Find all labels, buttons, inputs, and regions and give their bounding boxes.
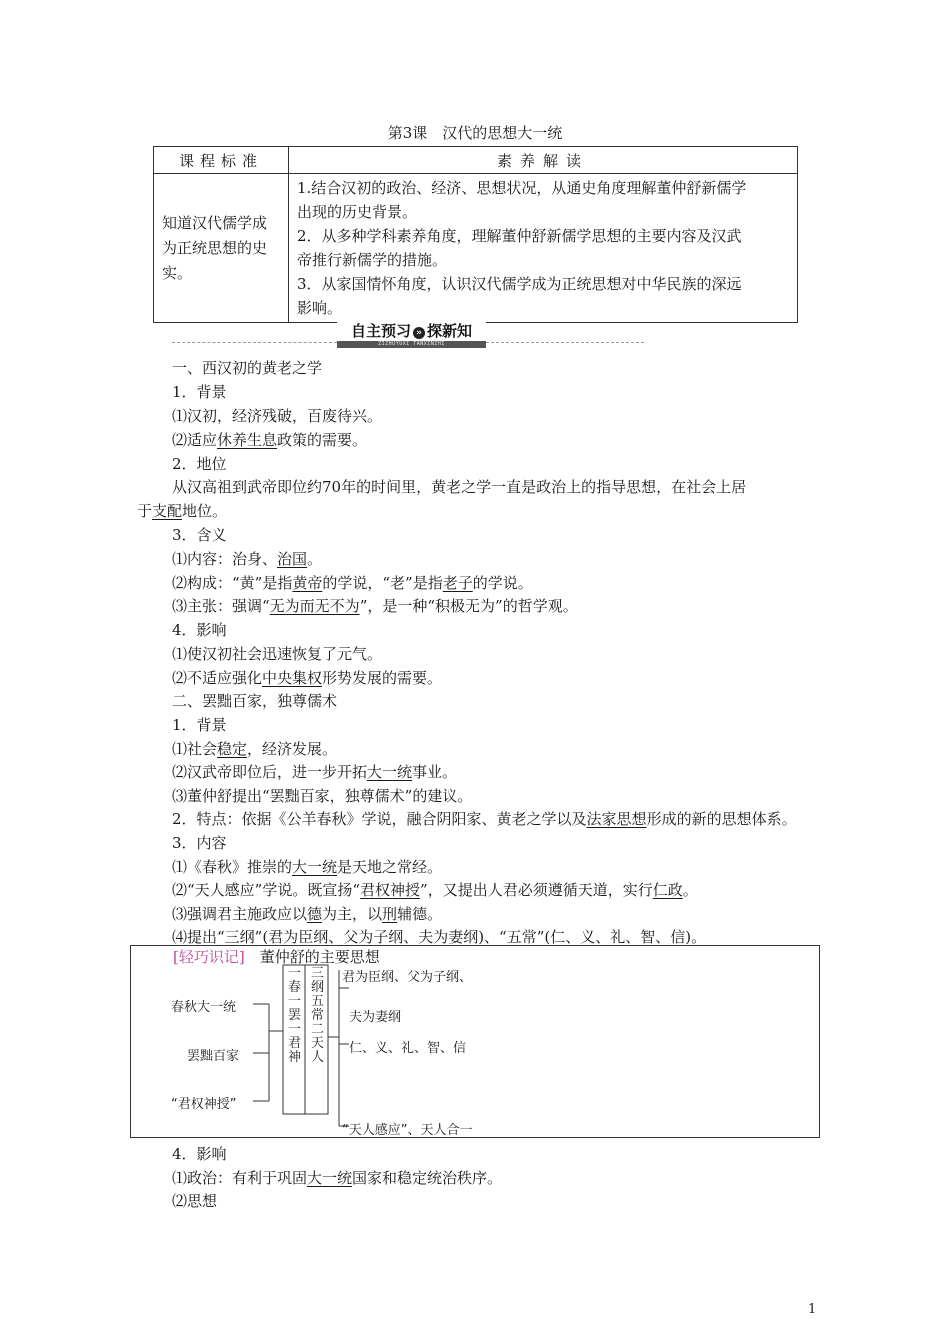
key-term: 稳定 [217, 740, 248, 758]
banner-rule-left [172, 342, 337, 343]
key-term: 刑 [382, 905, 398, 923]
literacy-line: 3．从家国情怀角度，认识汉代儒学成为正统思想对中华民族的深远 [297, 275, 742, 293]
text-line: ⑷提出“三纲”(君为臣纲、父为子纲、夫为妻纲)、“五常”(仁、义、礼、智、信)。 [172, 928, 707, 946]
text-line: ⑵思想 [172, 1192, 218, 1210]
subsection-title: 1．背景 [172, 716, 227, 734]
text-line: ⑴内容：治身、治国。 [172, 550, 323, 568]
text-line: ⑴政治：有利于巩固大一统国家和稳定统治秩序。 [172, 1169, 503, 1187]
banner-label: 自主预习 » 探新知 [337, 322, 486, 340]
key-term: 黄帝 [292, 574, 323, 592]
key-term: 大一统 [307, 1169, 353, 1187]
diagram-left-label: 罢黜百家 [187, 1049, 240, 1064]
text-line: ⑴汉初，经济残破，百废待兴。 [172, 407, 383, 425]
banner-rule-right [486, 342, 644, 343]
literacy-line: 影响。 [297, 299, 343, 317]
diagram-vertical-column: 一春一罢一君神 [288, 966, 302, 1065]
diagram-right-label: 仁、义、礼、智、信 [349, 1041, 467, 1056]
memory-tip-box [130, 945, 820, 1138]
text-line: 于支配地位。 [137, 502, 228, 520]
text-line: ⑵“天人感应”学说。既宣扬“君权神授”，又提出人君必须遵循天道，实行仁政。 [172, 881, 698, 899]
section-banner [172, 322, 644, 350]
section-heading: 一、西汉初的黄老之学 [172, 359, 323, 377]
section-heading: 二、罢黜百家，独尊儒术 [172, 692, 338, 710]
key-term: 中央集权 [262, 669, 323, 687]
literacy-line: 帝推行新儒学的措施。 [297, 251, 448, 269]
page-number: 1 [808, 1302, 817, 1317]
tip-tag: [轻巧识记] [173, 948, 245, 966]
banner-arrow-icon: » [413, 327, 425, 339]
subsection-title: 2．地位 [172, 455, 227, 473]
diagram-left-label: 春秋大一统 [171, 1000, 237, 1015]
key-term: 君权神授 [360, 881, 421, 899]
key-term: 德 [307, 905, 323, 923]
text-line: 2．特点：依据《公羊春秋》学说，融合阴阳家、黄老之学以及法家思想形成的新的思想体系。 [172, 810, 797, 828]
banner-pinyin: ZIZHUYUXI TANXINZHI [337, 341, 486, 348]
text-line: ⑵不适应强化中央集权形势发展的需要。 [172, 669, 443, 687]
text-line: ⑵构成：“黄”是指黄帝的学说，“老”是指老子的学说。 [172, 574, 533, 592]
subsection-title: 1．背景 [172, 383, 227, 401]
key-term: 支配 [152, 502, 183, 520]
key-term: 仁政 [652, 881, 683, 899]
diagram-right-label: 夫为妻纲 [349, 1010, 402, 1025]
text-line: ⑴《春秋》推崇的大一统是天地之常经。 [172, 858, 443, 876]
table-header-standard: 课程标准 [154, 147, 289, 174]
table-cell-literacy [289, 174, 798, 323]
key-term: 大一统 [367, 763, 413, 781]
diagram-right-label: “天人感应”、天人合一 [342, 1123, 473, 1138]
text-line: ⑴社会稳定，经济发展。 [172, 740, 338, 758]
text-line: ⑶董仲舒提出“罢黜百家，独尊儒术”的建议。 [172, 787, 473, 805]
lesson-title: 第3课 汉代的思想大一统 [387, 124, 563, 142]
literacy-line: 2．从多种学科素养角度，理解董仲舒新儒学思想的主要内容及汉武 [297, 227, 742, 245]
subsection-title: 4．影响 [172, 1145, 227, 1163]
text-line: ⑵适应休养生息政策的需要。 [172, 431, 368, 449]
key-term: 老子 [442, 574, 473, 592]
diagram-vertical-column: 三纲五常二天人 [311, 966, 325, 1065]
standards-table [153, 146, 798, 323]
key-term: 治国 [277, 550, 308, 568]
table-cell-standard: 知道汉代儒学成为正统思想的史实。 [154, 174, 289, 323]
diagram-right-label: 君为臣纲、父为子纲、 [342, 970, 473, 985]
key-term: 大一统 [292, 858, 338, 876]
literacy-line: 出现的历史背景。 [297, 203, 418, 221]
tip-title: 董仲舒的主要思想 [259, 948, 380, 966]
subsection-title: 4．影响 [172, 621, 227, 639]
diagram-left-label: “君权神授” [171, 1097, 237, 1112]
text-line: ⑴使汉初社会迅速恢复了元气。 [172, 645, 383, 663]
text-line: 从汉高祖到武帝即位约70年的时间里，黄老之学一直是政治上的指导思想，在社会上居 [172, 478, 747, 496]
literacy-line: 1.结合汉初的政治、经济、思想状况，从通史角度理解董仲舒新儒学 [297, 179, 747, 197]
subsection-title: 3．含义 [172, 526, 227, 544]
key-term: 休养生息 [217, 431, 278, 449]
key-term: 无为而无不为 [269, 597, 360, 615]
key-term: 法家思想 [586, 810, 647, 828]
text-line: ⑶强调君主施政应以德为主，以刑辅德。 [172, 905, 443, 923]
table-header-literacy: 素养解读 [289, 147, 798, 174]
text-line: ⑵汉武帝即位后，进一步开拓大一统事业。 [172, 763, 458, 781]
subsection-title: 3．内容 [172, 834, 227, 852]
text-line: ⑶主张：强调“无为而无不为”，是一种“积极无为”的哲学观。 [172, 597, 578, 615]
